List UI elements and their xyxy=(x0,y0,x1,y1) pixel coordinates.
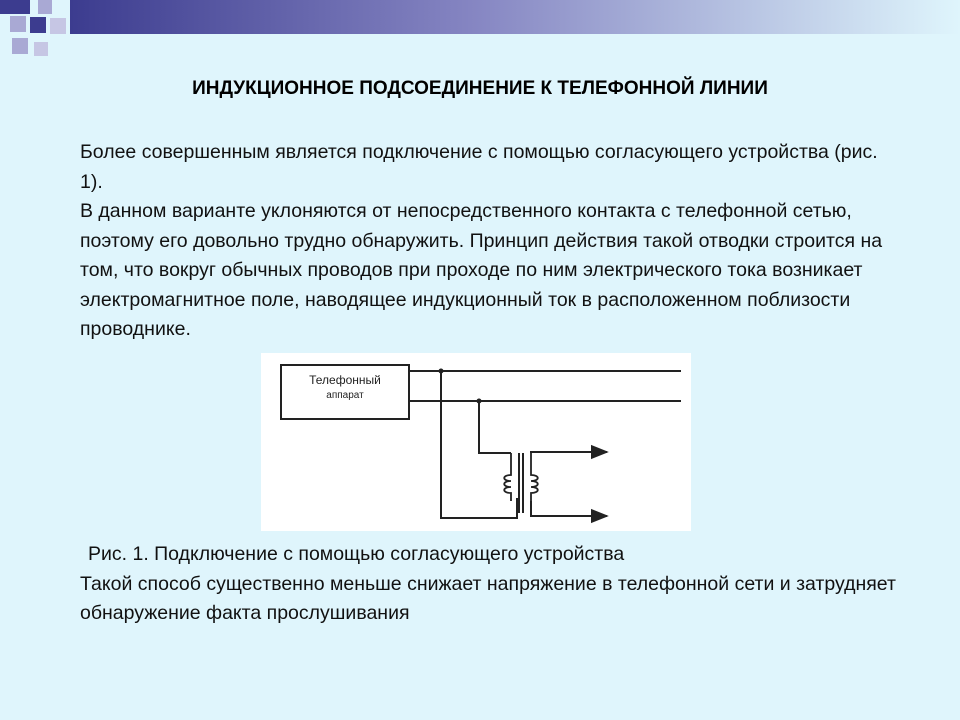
transformer-primary-coil xyxy=(504,453,511,501)
body-text xyxy=(80,138,900,345)
figure-caption: Рис. 1. Подключение с помощью согласующего устройства xyxy=(88,543,625,565)
telephone-box-label-2: аппарат xyxy=(326,390,364,401)
decorative-header-squares xyxy=(0,0,960,60)
slide-title: ИНДУКЦИОННОЕ ПОДСОЕДИНЕНИЕ К ТЕЛЕФОННОЙ ЛИНИИ xyxy=(192,78,768,99)
caption-block xyxy=(80,540,920,629)
output-wire-lower xyxy=(531,501,601,516)
conclusion-text: Такой способ существенно меньше снижает напряжение в телефонной сети и затрудняет обнаружение факта прослушивания xyxy=(80,572,896,624)
output-wire-upper xyxy=(531,452,601,453)
tap-wire-right xyxy=(479,401,511,453)
paragraph-principle: В данном варианте уклоняются от непосредственного контакта с телефонной сетью, поэтому его довольно трудно обнаружить. Принцип действия такой отводки строится на том, что вокруг обычных проводов при проходе по ним электрического тока возникает электромагнитное поле, наводящее индукционный ток в расположенном поблизости проводнике. xyxy=(80,200,883,340)
circuit-diagram xyxy=(261,353,691,531)
telephone-box-label-1: Телефонный xyxy=(309,373,381,387)
paragraph-intro: Более совершенным является подключение с помощью согласующего устройства (рис. 1). xyxy=(80,141,878,193)
transformer-secondary-coil xyxy=(531,453,538,501)
